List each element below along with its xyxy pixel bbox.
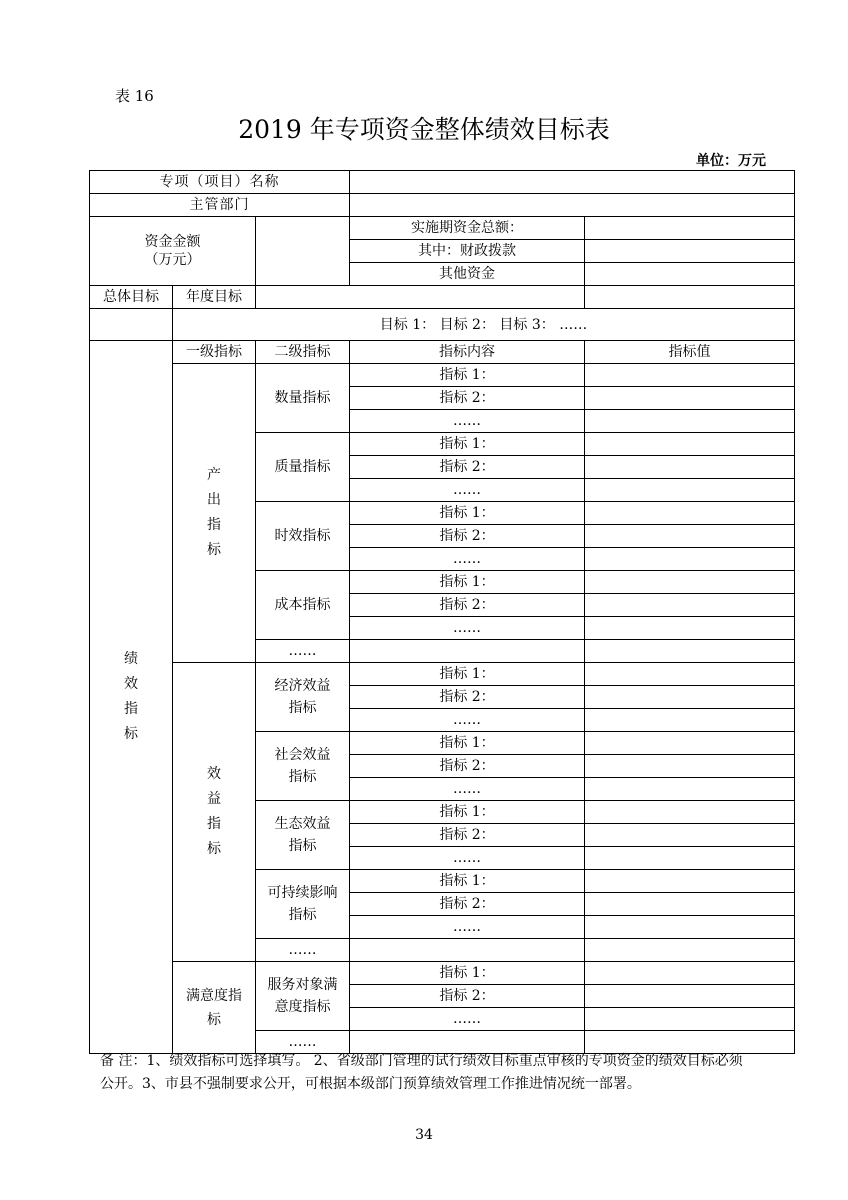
indicator-blank[interactable] bbox=[350, 939, 585, 962]
indicator-value[interactable] bbox=[585, 962, 795, 985]
indicator-2[interactable]: 指标 2： bbox=[350, 824, 585, 847]
indicator-more[interactable]: …… bbox=[350, 479, 585, 502]
indicator-value[interactable] bbox=[585, 893, 795, 916]
indicator-more[interactable]: …… bbox=[350, 778, 585, 801]
overall-goal-label: 总体目标 bbox=[90, 286, 173, 309]
indicator-1[interactable]: 指标 1： bbox=[350, 663, 585, 686]
indicator-more[interactable]: …… bbox=[350, 847, 585, 870]
indicator-value[interactable] bbox=[585, 916, 795, 939]
benefit-item-ecological: 生态效益指标 bbox=[256, 801, 350, 870]
benefit-item-economic: 经济效益指标 bbox=[256, 663, 350, 732]
fund-row bbox=[90, 217, 795, 240]
fund-total-field[interactable] bbox=[585, 217, 795, 240]
col-level2: 二级指标 bbox=[256, 341, 350, 364]
indicator-more[interactable]: …… bbox=[350, 548, 585, 571]
indicator-value[interactable] bbox=[585, 732, 795, 755]
footnote-line-1: 备 注：1、绩效指标可选择填写。 2、省级部门管理的试行绩效目标重点审核的专项资金的绩效目标必须 bbox=[100, 1053, 743, 1069]
output-item-cost: 成本指标 bbox=[256, 571, 350, 640]
benefit-item-social: 社会效益指标 bbox=[256, 732, 350, 801]
indicator-value[interactable] bbox=[585, 433, 795, 456]
project-name-row bbox=[90, 171, 795, 194]
benefit-item-more[interactable]: …… bbox=[256, 939, 350, 962]
satisfaction-item: 服务对象满意度指标 bbox=[256, 962, 350, 1031]
indicator-value[interactable] bbox=[585, 801, 795, 824]
indicator-value[interactable] bbox=[585, 410, 795, 433]
indicator-value[interactable] bbox=[585, 617, 795, 640]
indicator-value[interactable] bbox=[585, 824, 795, 847]
department-field[interactable] bbox=[350, 194, 795, 217]
output-item-more[interactable]: …… bbox=[256, 640, 350, 663]
goals-spacer bbox=[90, 309, 173, 341]
indicator-value[interactable] bbox=[585, 387, 795, 410]
benefit-label: 效益指标 bbox=[173, 663, 256, 962]
indicator-value[interactable] bbox=[585, 548, 795, 571]
indicator-2[interactable]: 指标 2： bbox=[350, 456, 585, 479]
indicator-value[interactable] bbox=[585, 709, 795, 732]
annual-goal-field-extra[interactable] bbox=[585, 286, 795, 309]
indicator-2[interactable]: 指标 2： bbox=[350, 525, 585, 548]
indicator-value[interactable] bbox=[585, 479, 795, 502]
indicator-value[interactable] bbox=[585, 1008, 795, 1031]
fund-other-label: 其他资金 bbox=[350, 263, 585, 286]
perf-header-row bbox=[90, 341, 795, 364]
table-row bbox=[90, 962, 795, 985]
goals-row bbox=[90, 309, 795, 341]
footnote-line-2: 公开。3、市县不强制要求公开，可根据本级部门预算绩效管理工作推进情况统一部署。 bbox=[100, 1076, 641, 1092]
indicator-value[interactable] bbox=[585, 870, 795, 893]
indicator-value[interactable] bbox=[585, 594, 795, 617]
unit-label: 单位：万元 bbox=[696, 153, 766, 169]
indicator-more[interactable]: …… bbox=[350, 709, 585, 732]
indicator-value[interactable] bbox=[585, 755, 795, 778]
indicator-2[interactable]: 指标 2： bbox=[350, 893, 585, 916]
indicator-1[interactable]: 指标 1： bbox=[350, 732, 585, 755]
indicator-2[interactable]: 指标 2： bbox=[350, 755, 585, 778]
indicator-1[interactable]: 指标 1： bbox=[350, 801, 585, 824]
indicator-value[interactable] bbox=[585, 502, 795, 525]
goals-line[interactable]: 目标 1： 目标 2： 目标 3： …… bbox=[173, 309, 795, 341]
indicator-2[interactable]: 指标 2： bbox=[350, 686, 585, 709]
satisfaction-item-more[interactable]: …… bbox=[256, 1031, 350, 1054]
indicator-2[interactable]: 指标 2： bbox=[350, 594, 585, 617]
indicator-blank[interactable] bbox=[350, 640, 585, 663]
page-title: 2019 年专项资金整体绩效目标表 bbox=[238, 115, 610, 144]
table-row bbox=[90, 663, 795, 686]
fund-fiscal-field[interactable] bbox=[585, 240, 795, 263]
indicator-1[interactable]: 指标 1： bbox=[350, 364, 585, 387]
indicator-more[interactable]: …… bbox=[350, 916, 585, 939]
indicator-value[interactable] bbox=[585, 640, 795, 663]
table-row bbox=[90, 364, 795, 387]
fund-fiscal-label: 其中：财政拨款 bbox=[350, 240, 585, 263]
indicator-1[interactable]: 指标 1： bbox=[350, 502, 585, 525]
table-number: 表 16 bbox=[115, 87, 154, 105]
satisfaction-label: 满意度指标 bbox=[173, 962, 256, 1054]
fund-total-label: 实施期资金总额： bbox=[350, 217, 585, 240]
annual-goal-field[interactable] bbox=[256, 286, 585, 309]
department-row bbox=[90, 194, 795, 217]
output-item-timeliness: 时效指标 bbox=[256, 502, 350, 571]
output-item-quantity: 数量指标 bbox=[256, 364, 350, 433]
footnote bbox=[100, 1050, 790, 1096]
indicator-1[interactable]: 指标 1： bbox=[350, 962, 585, 985]
indicator-value[interactable] bbox=[585, 939, 795, 962]
indicator-1[interactable]: 指标 1： bbox=[350, 870, 585, 893]
annual-goal-label: 年度目标 bbox=[173, 286, 256, 309]
page-number: 34 bbox=[415, 1127, 433, 1143]
indicator-value[interactable] bbox=[585, 525, 795, 548]
indicator-2[interactable]: 指标 2： bbox=[350, 985, 585, 1008]
indicator-value[interactable] bbox=[585, 456, 795, 479]
project-name-label: 专项（项目）名称 bbox=[90, 171, 350, 194]
col-level1: 一级指标 bbox=[173, 341, 256, 364]
output-label: 产出指标 bbox=[173, 364, 256, 663]
indicator-more[interactable]: …… bbox=[350, 617, 585, 640]
indicator-value[interactable] bbox=[585, 847, 795, 870]
project-name-field[interactable] bbox=[350, 171, 795, 194]
fund-amount-field[interactable] bbox=[256, 217, 350, 286]
indicator-value[interactable] bbox=[585, 364, 795, 387]
indicator-value[interactable] bbox=[585, 778, 795, 801]
department-label: 主管部门 bbox=[90, 194, 350, 217]
fund-amount-label: 资金金额 （万元） bbox=[90, 217, 256, 286]
indicator-value[interactable] bbox=[585, 686, 795, 709]
indicator-more[interactable]: …… bbox=[350, 410, 585, 433]
indicator-1[interactable]: 指标 1： bbox=[350, 571, 585, 594]
indicator-value[interactable] bbox=[585, 663, 795, 686]
indicator-value[interactable] bbox=[585, 571, 795, 594]
goal-header-row bbox=[90, 286, 795, 309]
indicator-value[interactable] bbox=[585, 985, 795, 1008]
col-value: 指标值 bbox=[585, 341, 795, 364]
output-item-quality: 质量指标 bbox=[256, 433, 350, 502]
fund-other-field[interactable] bbox=[585, 263, 795, 286]
col-content: 指标内容 bbox=[350, 341, 585, 364]
indicator-2[interactable]: 指标 2： bbox=[350, 387, 585, 410]
performance-goal-table bbox=[89, 170, 795, 1054]
benefit-item-sustainable: 可持续影响指标 bbox=[256, 870, 350, 939]
indicator-1[interactable]: 指标 1： bbox=[350, 433, 585, 456]
perf-big-label: 绩效指标 bbox=[90, 341, 173, 1054]
indicator-more[interactable]: …… bbox=[350, 1008, 585, 1031]
